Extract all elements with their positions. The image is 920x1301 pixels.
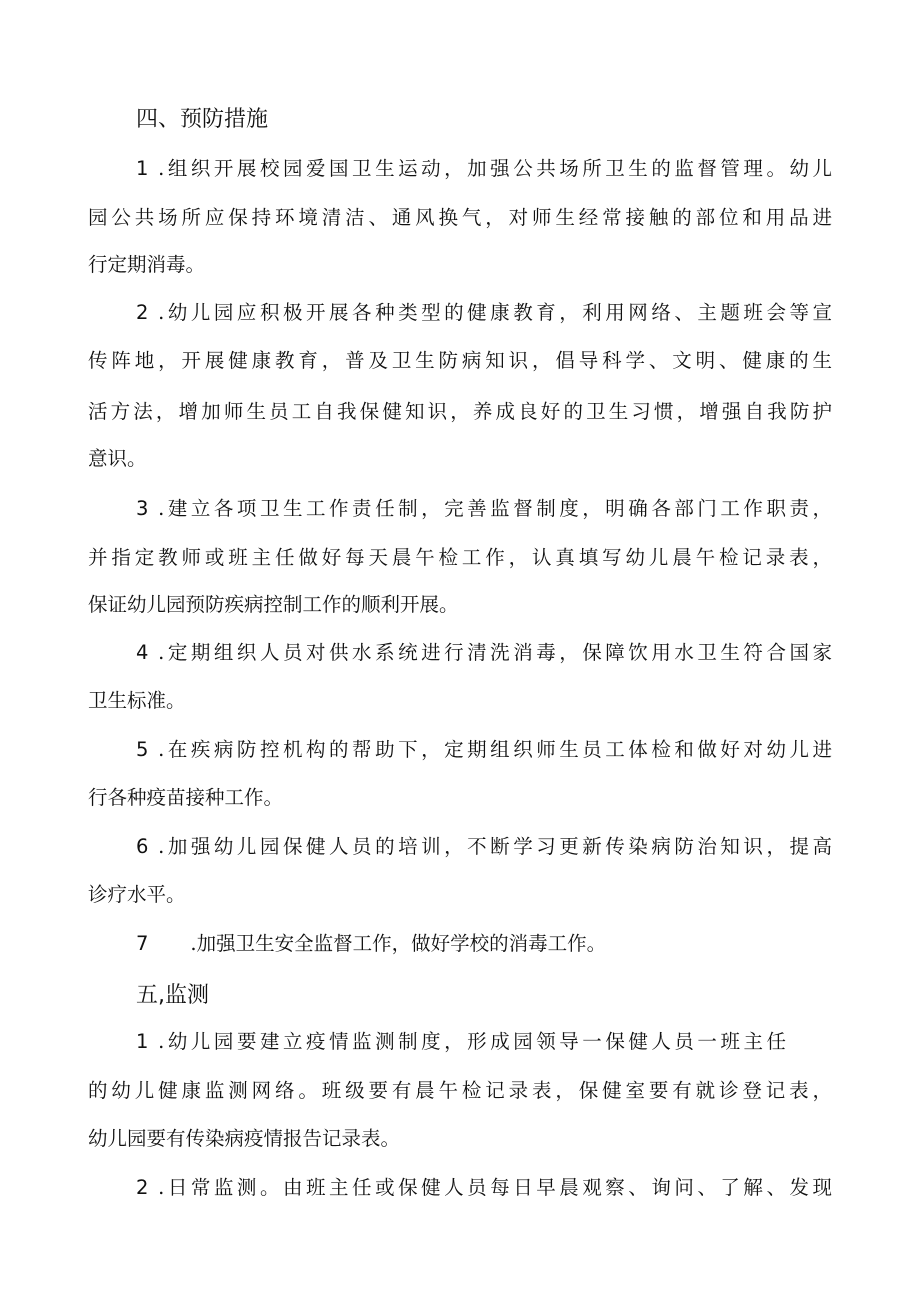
section-heading-prevention: 四、预防措施 [136,107,269,132]
line-text: .日常监测。由班主任或保健人员每日早晨观察、询问、了解、发现 [148,1176,832,1199]
line-text: .在疾病防控机构的帮助下，定期组织师生员工体检和做好对幼儿进 [148,738,832,761]
paragraph-line [136,494,832,524]
paragraph-line [136,1173,832,1203]
item-number: 5 [136,738,149,761]
paragraph-line [136,929,832,959]
line-text: .加强幼儿园保健人员的培训，不断学习更新传染病防治知识，提高 [148,835,832,858]
paragraph-line: 的幼儿健康监测网络。班级要有晨午检记录表，保健室要有就诊登记表， [88,1079,832,1102]
paragraph-line [136,1027,786,1057]
item-number: 1 [136,1030,149,1053]
line-text: .组织开展校园爱国卫生运动，加强公共场所卫生的监督管理。幼儿 [148,157,832,180]
line-text: .加强卫生安全监督工作，做好学校的消毒工作。 [190,932,607,955]
section-heading-monitoring: 五,监测 [136,983,209,1008]
paragraph-line [136,154,832,184]
item-number: 2 [136,301,149,324]
paragraph-line [136,832,832,862]
line-text: .定期组织人员对供水系统进行清洗消毒，保障饮用水卫生符合国家 [148,641,832,664]
paragraph-line: 活方法，增加师生员工自我保健知识，养成良好的卫生习惯，增强自我防护 [88,400,832,423]
paragraph-line [136,735,832,765]
paragraph-line: 幼儿园要有传染病疫情报告记录表。 [88,1127,401,1150]
paragraph-line [136,298,832,328]
paragraph-line: 保证幼儿园预防疾病控制工作的顺利开展。 [88,593,459,616]
paragraph-line: 园公共场所应保持环境清洁、通风换气，对师生经常接触的部位和用品进 [88,206,832,229]
paragraph-line: 行各种疫苗接种工作。 [88,786,284,809]
paragraph-line [136,638,832,668]
line-text: .建立各项卫生工作责任制，完善监督制度，明确各部门工作职责， [148,497,832,520]
line-text: .幼儿园要建立疫情监测制度，形成园领导一保健人员一班主任 [148,1030,786,1053]
item-number: 2 [136,1176,149,1199]
item-number: 6 [136,835,149,858]
paragraph-line: 意识。 [88,447,147,470]
paragraph-line: 行定期消毒。 [88,253,206,276]
paragraph-line: 并指定教师或班主任做好每天晨午检工作，认真填写幼儿晨午检记录表， [88,546,832,569]
paragraph-line: 诊疗水平。 [88,883,186,906]
item-number: 4 [136,641,149,664]
paragraph-line: 传阵地，开展健康教育，普及卫生防病知识，倡导科学、文明、健康的生 [88,349,832,372]
item-number: 7 [136,932,149,955]
paragraph-line: 卫生标准。 [88,689,186,712]
item-number: 3 [136,497,149,520]
item-number: 1 [136,157,149,180]
line-text: .幼儿园应积极开展各种类型的健康教育，利用网络、主题班会等宣 [148,301,832,324]
